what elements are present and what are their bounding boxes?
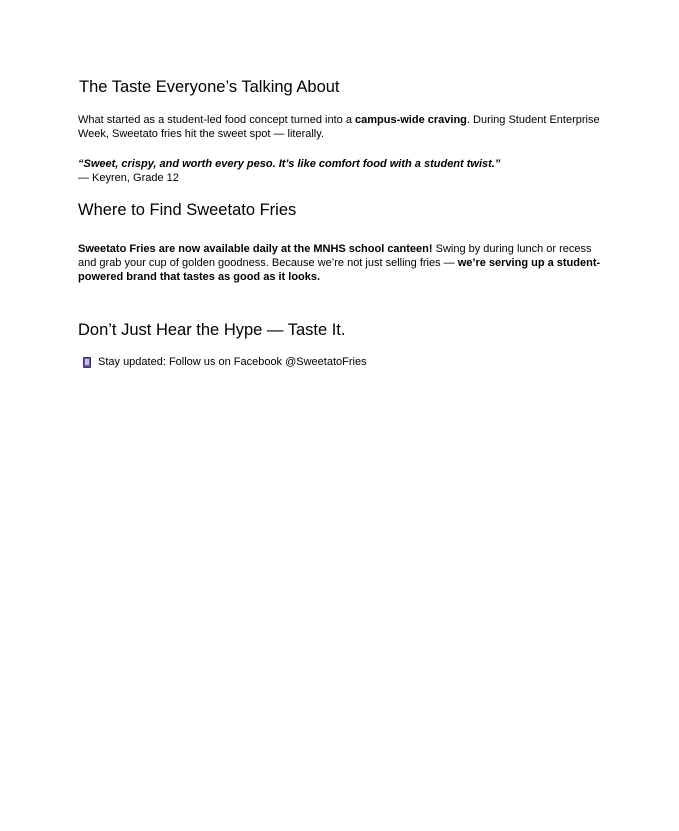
where-bold-intro: Sweetato Fries are now available daily at the MNHS school canteen! bbox=[78, 243, 433, 255]
where-text: Swing by during lunch or recess and grab your cup of golden goodness. Because we’re not just selling fries — bbox=[78, 243, 592, 269]
intro-text-start: What started as a student-led food concept turned into a bbox=[78, 114, 356, 126]
intro-paragraph bbox=[78, 113, 608, 141]
hype-heading: Don’t Just Hear the Hype — Taste It. bbox=[78, 321, 346, 339]
social-line bbox=[83, 355, 613, 369]
mobile-phone-icon bbox=[83, 357, 91, 368]
intro-text-end: . During Student Enterprise Week, Sweetato fries hit the sweet spot — literally. bbox=[78, 114, 600, 140]
where-bold-closing: we’re serving up a student-powered brand that tastes as good as it looks. bbox=[78, 257, 601, 283]
taste-heading: The Taste Everyone’s Talking About bbox=[79, 78, 340, 96]
where-paragraph bbox=[78, 242, 608, 284]
social-text: Stay updated: Follow us on Facebook @SweetatoFries bbox=[98, 356, 367, 368]
intro-bold-phrase: campus-wide craving bbox=[355, 114, 467, 126]
testimonial bbox=[78, 157, 608, 185]
testimonial-quote: “Sweet, crispy, and worth every peso. It’s like comfort food with a student twist.” bbox=[78, 158, 501, 170]
testimonial-attribution: — Keyren, Grade 12 bbox=[78, 172, 179, 184]
where-heading: Where to Find Sweetato Fries bbox=[78, 201, 297, 219]
